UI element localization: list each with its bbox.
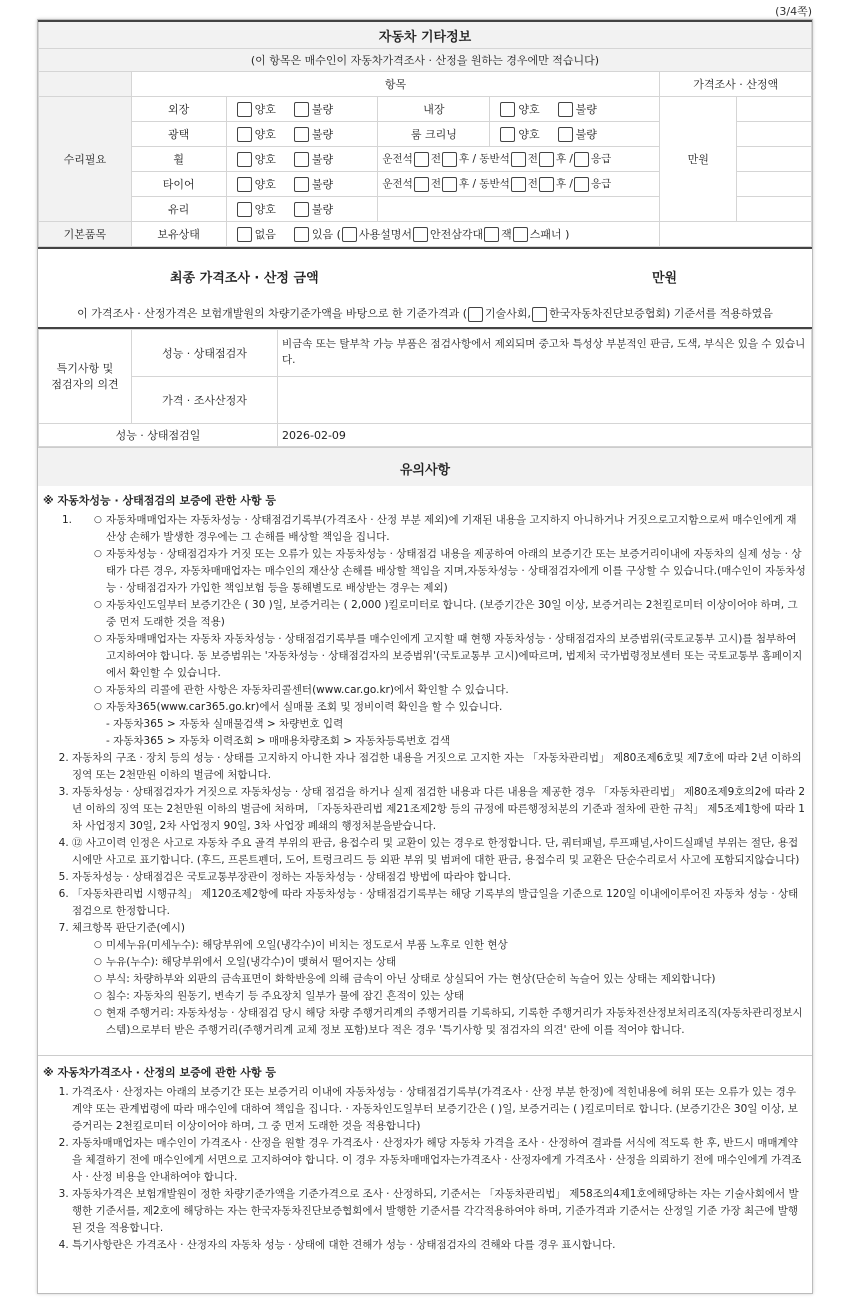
list-item: 5. 자동차성능 · 상태점검은 국토교통부장관이 정하는 자동차성능 · 상태점검 방법에 따라야 합니다.	[72, 869, 812, 886]
notice-title-text: 유의사항	[399, 463, 451, 478]
checkbox[interactable]	[237, 227, 252, 242]
list-item: ○ 침수: 자동차의 원동기, 변속기 등 주요장치 일부가 물에 잠긴 흔적이 있는 상태	[94, 988, 812, 1005]
option-label: 한국자동차진단보증협회) 기준서를 적용하였음	[549, 307, 773, 320]
checkbox[interactable]	[414, 177, 429, 192]
list-item: 2. 자동차의 구조 · 장치 등의 성능 · 상태를 고지하지 아니한 자나 점검한 내용을 거짓으로 고지한 자는 「자동차관리법」 제80조제6호및 제7호에 따라 2년 이하의 징역 또는 2천만원 이하의 벌금에 처합니다.	[72, 750, 812, 784]
checkbox[interactable]	[294, 177, 309, 192]
inspection-warranty-body	[38, 512, 812, 1039]
option-label: 후 /	[555, 153, 573, 166]
warranty-bullets	[72, 512, 812, 716]
list-item: ○ 미세누유(미세누수): 해당부위에 오일(냉각수)이 비치는 정도로서 부품 노후로 인한 현상	[94, 937, 812, 954]
option-label: 안전삼각대	[430, 227, 484, 241]
path-line: - 자동차365 > 자동차 이력조회 > 매매용차량조회 > 자동차등록번호 검색	[106, 735, 450, 747]
list-item: ○ 자동차성능 · 상태점검자가 거짓 또는 오류가 있는 자동차성능 · 상태점검 내용을 제공하여 아래의 보증기간 또는 보증거리이내에 자동차의 실제 성능 · 상태가 다른 경우, 자동차매매업자는 매수인의 재산상 손해를 배상할 책임을 지며,자동차성능 · 상태점검자에게 이를 구상할 수 있습니다.(매수인이 자동차성능 · 상태점검자가 가입한 책임보험 등을 통해별도로 배상받는 경우는 제외)	[94, 546, 812, 597]
path-line: - 자동차365 > 자동차 실매물검색 > 차량번호 입력	[106, 718, 344, 730]
list-item: ○ 자동차매매업자는 자동차 자동차성능 · 상태점검기록부를 매수인에게 고지할 때 현행 자동차성능 · 상태점검자의 보증범위(국토교통부 고시)를 첨부하여 고지하여야 합니다. 동 보증범위는 '자동차성능 · 상태점검자의 보증범위'(국토교통부 고시)에따르며, 법제처 국가법령정보센터 또는 국토교통부 홈페이지에서 확인할 수 있습니다.	[94, 631, 812, 682]
checkbox[interactable]	[413, 227, 428, 242]
list-item: 1. 가격조사 · 산정자는 아래의 보증기간 또는 보증거리 이내에 자동차성능 · 상태점검기록부(가격조사 · 산정 부분 한정)에 적힌내용에 허위 또는 오류가 있는 경우 계약 또는 관계법령에 따라 매수인에 대하여 책임을 집니다. · 자동차인도일부터 보증기간은 ( )일, 보증거리는 ( )킬로미터로 합니다. (보증기간은 30일 이상, 보증거리는 2천킬로미터 이상이어야 하며, 그 중 먼저 도래한 것을 적용합니다)	[72, 1084, 812, 1135]
option-label: 사용설명서	[358, 227, 413, 241]
column-header-price: 가격조사 · 산정액	[660, 72, 812, 97]
wheel-position-options	[378, 147, 660, 172]
list-item: 7. 체크항목 판단기준(예시)	[72, 920, 812, 937]
list-item: ○ 자동차인도일부터 보증기간은 ( 30 )일, 보증거리는 ( 2,000 )킬로미터로 합니다. (보증기간은 30일 이상, 보증거리는 2천킬로미터 이상이어야 하며, 그 중 먼저 도래한 것을 적용)	[94, 597, 812, 631]
list-item: 2. 자동차매매업자는 매수인이 가격조사 · 산정을 원할 경우 가격조사 · 산정자가 해당 자동차 가격을 조사 · 산정하여 결과를 서식에 적도록 한 후, 반드시 매매계약을 체결하기 전에 매수인에게 서면으로 고지하여야 합니다. 이 경우 자동차매매업자는가격조사 · 산정자에게 가격조사 · 산정을 의뢰하기 전에 매수인에게 가격조사 · 산정 비용을 안내하여야 합니다.	[72, 1135, 812, 1186]
option-label: 잭	[501, 227, 512, 241]
final-price-unit: 만원	[652, 271, 678, 286]
section-heading-inspection-warranty: ※ 자동차성능 · 상태점검의 보증에 관한 사항 등	[43, 494, 276, 507]
group-label-repair: 수리필요	[39, 97, 132, 222]
section-subtitle: (이 항목은 매수인이 자동차가격조사 · 산정을 원하는 경우에만 적습니다)	[39, 49, 812, 72]
checkbox[interactable]	[500, 127, 515, 142]
checkbox[interactable]	[539, 177, 554, 192]
checkbox[interactable]	[237, 152, 252, 167]
option-label: 양호	[254, 127, 276, 141]
price-unit: 만원	[660, 97, 737, 222]
option-label: 양호	[518, 127, 540, 141]
list-item: 3. 자동차성능 · 상태점검자가 거짓으로 자동차성능 · 상태 점검을 하거나 실제 점검한 내용과 다른 내용을 제공한 경우 「자동차관리법」 제80조제9호의2에 따라 2년 이하의 징역 또는 2천만원 이하의 벌금에 처하며, 「자동차관리법 제21조제2항 등의 규정에 따른행정처분의 기준과 절차에 관한 규칙」 제5조제1항에 따라 1차 사업정지 30일, 2차 사업정지 90일, 3차 사업장 폐쇄의 행정처분을받습니다.	[72, 784, 812, 835]
checkbox[interactable]	[574, 177, 589, 192]
checkbox[interactable]	[539, 152, 554, 167]
inspection-date-value: 2026-02-09	[278, 424, 812, 447]
opinion-label: 특기사항 및 점검자의 의견	[39, 330, 132, 424]
checkbox[interactable]	[513, 227, 528, 242]
final-price-block	[38, 247, 812, 329]
list-item: ○ 자동차의 리콜에 관한 사항은 자동차리콜센터(www.car.go.kr)에서 확인할 수 있습니다.	[94, 682, 812, 699]
list-item: ○ 누유(누수): 해당부위에서 오일(냉각수)이 맺혀서 떨어지는 상태	[94, 954, 812, 971]
option-label: 후 / 동반석	[458, 178, 510, 191]
checkbox[interactable]	[511, 177, 526, 192]
note-text: 이 가격조사 · 산정가격은 보험개발원의 차량기준가액을 바탕으로 한 기준가격과 (	[77, 307, 468, 320]
row-label-possession: 보유상태	[131, 222, 226, 247]
checkbox[interactable]	[237, 177, 252, 192]
list-item: ○ 자동차매매업자는 자동차성능 · 상태점검기록부(가격조사 · 산정 부분 제외)에 기재된 내용을 고지하지 아니하거나 거짓으로고지함으로써 매수인에게 재산상 손해가 발생한 경우에는 그 손해를 배상할 책임을 집니다.	[94, 512, 812, 546]
inspector-label: 성능 · 상태점검자	[132, 330, 278, 377]
option-label: 양호	[254, 152, 276, 166]
option-label: 양호	[254, 102, 276, 116]
notice-title	[38, 447, 812, 486]
criteria-bullets	[38, 937, 812, 1039]
option-label: 응급	[590, 178, 612, 191]
document-sheet	[37, 19, 813, 1294]
group-label-basic: 기본품목	[39, 222, 132, 247]
column-header-item: 항목	[131, 72, 660, 97]
row-label-wheel: 휠	[131, 147, 226, 172]
option-label: 응급	[590, 153, 612, 166]
checkbox[interactable]	[442, 152, 457, 167]
inspector-opinion: 비금속 또는 탈부착 가능 부품은 점검사항에서 제외되며 중고차 특성상 부분적인 판금, 도색, 부식은 있을 수 있습니다.	[278, 330, 812, 377]
option-label: 불량	[311, 127, 334, 141]
inspection-items	[38, 750, 812, 937]
price-warranty-body	[38, 1084, 812, 1254]
section-title: 자동차 기타정보	[39, 21, 812, 49]
option-label: 불량	[575, 127, 597, 141]
list-item: ○ 부식: 차량하부와 외판의 금속표면이 화학반응에 의해 금속이 아닌 상태로 상실되어 가는 현상(단순히 녹슬어 있는 상태는 제외합니다)	[94, 971, 812, 988]
checkbox[interactable]	[294, 227, 309, 242]
option-label: 전	[430, 153, 441, 166]
checkbox[interactable]	[511, 152, 526, 167]
row-label-gloss: 광택	[131, 122, 226, 147]
option-label: 불량	[311, 102, 334, 116]
checkbox[interactable]	[294, 202, 309, 217]
pricer-label: 가격 · 조사산정자	[132, 377, 278, 424]
checkbox[interactable]	[342, 227, 357, 242]
list-item: ○ 자동차365(www.car365.go.kr)에서 실매물 조회 및 정비이력 확인을 할 수 있습니다.	[94, 699, 812, 716]
tire-position-options	[378, 172, 660, 197]
list-item: 6. 「자동차관리법 시행규칙」 제120조제2항에 따라 자동차성능 · 상태점검기록부는 해당 기록부의 발급일을 기준으로 120일 이내에이루어진 자동차 성능 · 상태점검으로 한정합니다.	[72, 886, 812, 920]
list-item: 4. ⑫ 사고이력 인정은 사고로 자동차 주요 골격 부위의 판금, 용접수리 및 교환이 있는 경우로 한정합니다. 단, 쿼터패널, 루프패널,사이드실패널 부위는 절단, 용접 시에만 사고로 표기합니다. (후드, 프론트펜더, 도어, 트렁크리드 등 외판 부위 및 범퍼에 대한 판금, 용접수리 및 교환은 단순수리로서 사고에 포함되지않습니다)	[72, 835, 812, 869]
option-label: 양호	[518, 102, 540, 116]
option-label: 있음 (	[311, 227, 341, 241]
row-label-glass: 유리	[131, 197, 226, 222]
option-label: 기술사회,	[485, 307, 532, 320]
seat-label: 운전석	[382, 153, 413, 166]
option-label: 불량	[311, 202, 334, 216]
row-label-room-cleaning: 룸 크리닝	[378, 122, 490, 147]
option-label: 불량	[575, 102, 597, 116]
checkbox[interactable]	[532, 307, 547, 322]
opinion-table	[38, 329, 812, 447]
list-item: ○ 현재 주행거리: 자동차성능 · 상태점검 당시 해당 차량 주행거리계의 주행거리를 기록하되, 기록한 주행거리가 자동차전산정보처리조직(자동차관리정보시스템)으로부터 받은 주행거리(주행거리계 교체 정보 포함)보다 적은 경우 '특기사항 및 점검자의 의견' 란에 이를 적어야 합니다.	[94, 1005, 812, 1039]
checkbox[interactable]	[294, 127, 309, 142]
option-label: 후 /	[555, 178, 573, 191]
seat-label: 운전석	[382, 178, 413, 191]
final-price-label: 최종 가격조사 · 산정 금액	[170, 271, 319, 286]
checkbox[interactable]	[500, 102, 515, 117]
list-item: 3. 자동차가격은 보험개발원이 정한 차량기준가액을 기준가격으로 조사 · 산정하되, 기준서는 「자동차관리법」 제58조의4제1호에해당하는 자는 기술사회에서 발행한 기준서를, 제2호에 해당하는 자는 한국자동차진단보증협회에서 발행한 기준서를 각각적용하여야 하며, 기준가격과 기준서는 산정일 기준 가장 최근에 발행된 것을 적용합니다.	[72, 1186, 812, 1237]
inspection-date-label: 성능 · 상태점검일	[39, 424, 278, 447]
option-label: 불량	[311, 177, 334, 191]
final-price-note	[38, 305, 812, 322]
option-label: 스패너 )	[529, 227, 570, 241]
checkbox[interactable]	[294, 152, 309, 167]
checkbox[interactable]	[442, 177, 457, 192]
price-items	[38, 1084, 812, 1254]
checkbox[interactable]	[237, 127, 252, 142]
option-label: 전	[527, 153, 538, 166]
checkbox[interactable]	[558, 127, 573, 142]
checkbox[interactable]	[484, 227, 499, 242]
pricer-opinion	[278, 377, 812, 424]
option-label: 없음	[254, 227, 276, 241]
row-label-tire: 타이어	[131, 172, 226, 197]
list-item: 4. 특기사항란은 가격조사 · 산정자의 자동차 성능 · 상태에 대한 견해가 성능 · 상태점검자의 견해와 다를 경우 표시합니다.	[72, 1237, 812, 1254]
checkbox[interactable]	[237, 202, 252, 217]
option-label: 후 / 동반석	[458, 153, 510, 166]
checkbox[interactable]	[237, 102, 252, 117]
page-number: (3/4쪽)	[775, 5, 812, 18]
basic-items-options	[226, 222, 660, 247]
section-heading-price-warranty: ※ 자동차가격조사 · 산정의 보증에 관한 사항 등	[43, 1066, 276, 1079]
item-number: 1.	[62, 514, 73, 526]
option-label: 양호	[254, 177, 276, 191]
other-info-table	[38, 20, 812, 247]
checkbox[interactable]	[468, 307, 483, 322]
option-label: 전	[430, 178, 441, 191]
option-label: 불량	[311, 152, 334, 166]
option-label: 양호	[254, 202, 276, 216]
checkbox[interactable]	[558, 102, 573, 117]
row-label-interior: 내장	[378, 97, 490, 122]
checkbox[interactable]	[574, 152, 589, 167]
checkbox[interactable]	[294, 102, 309, 117]
row-label-exterior: 외장	[131, 97, 226, 122]
checkbox[interactable]	[414, 152, 429, 167]
option-label: 전	[527, 178, 538, 191]
